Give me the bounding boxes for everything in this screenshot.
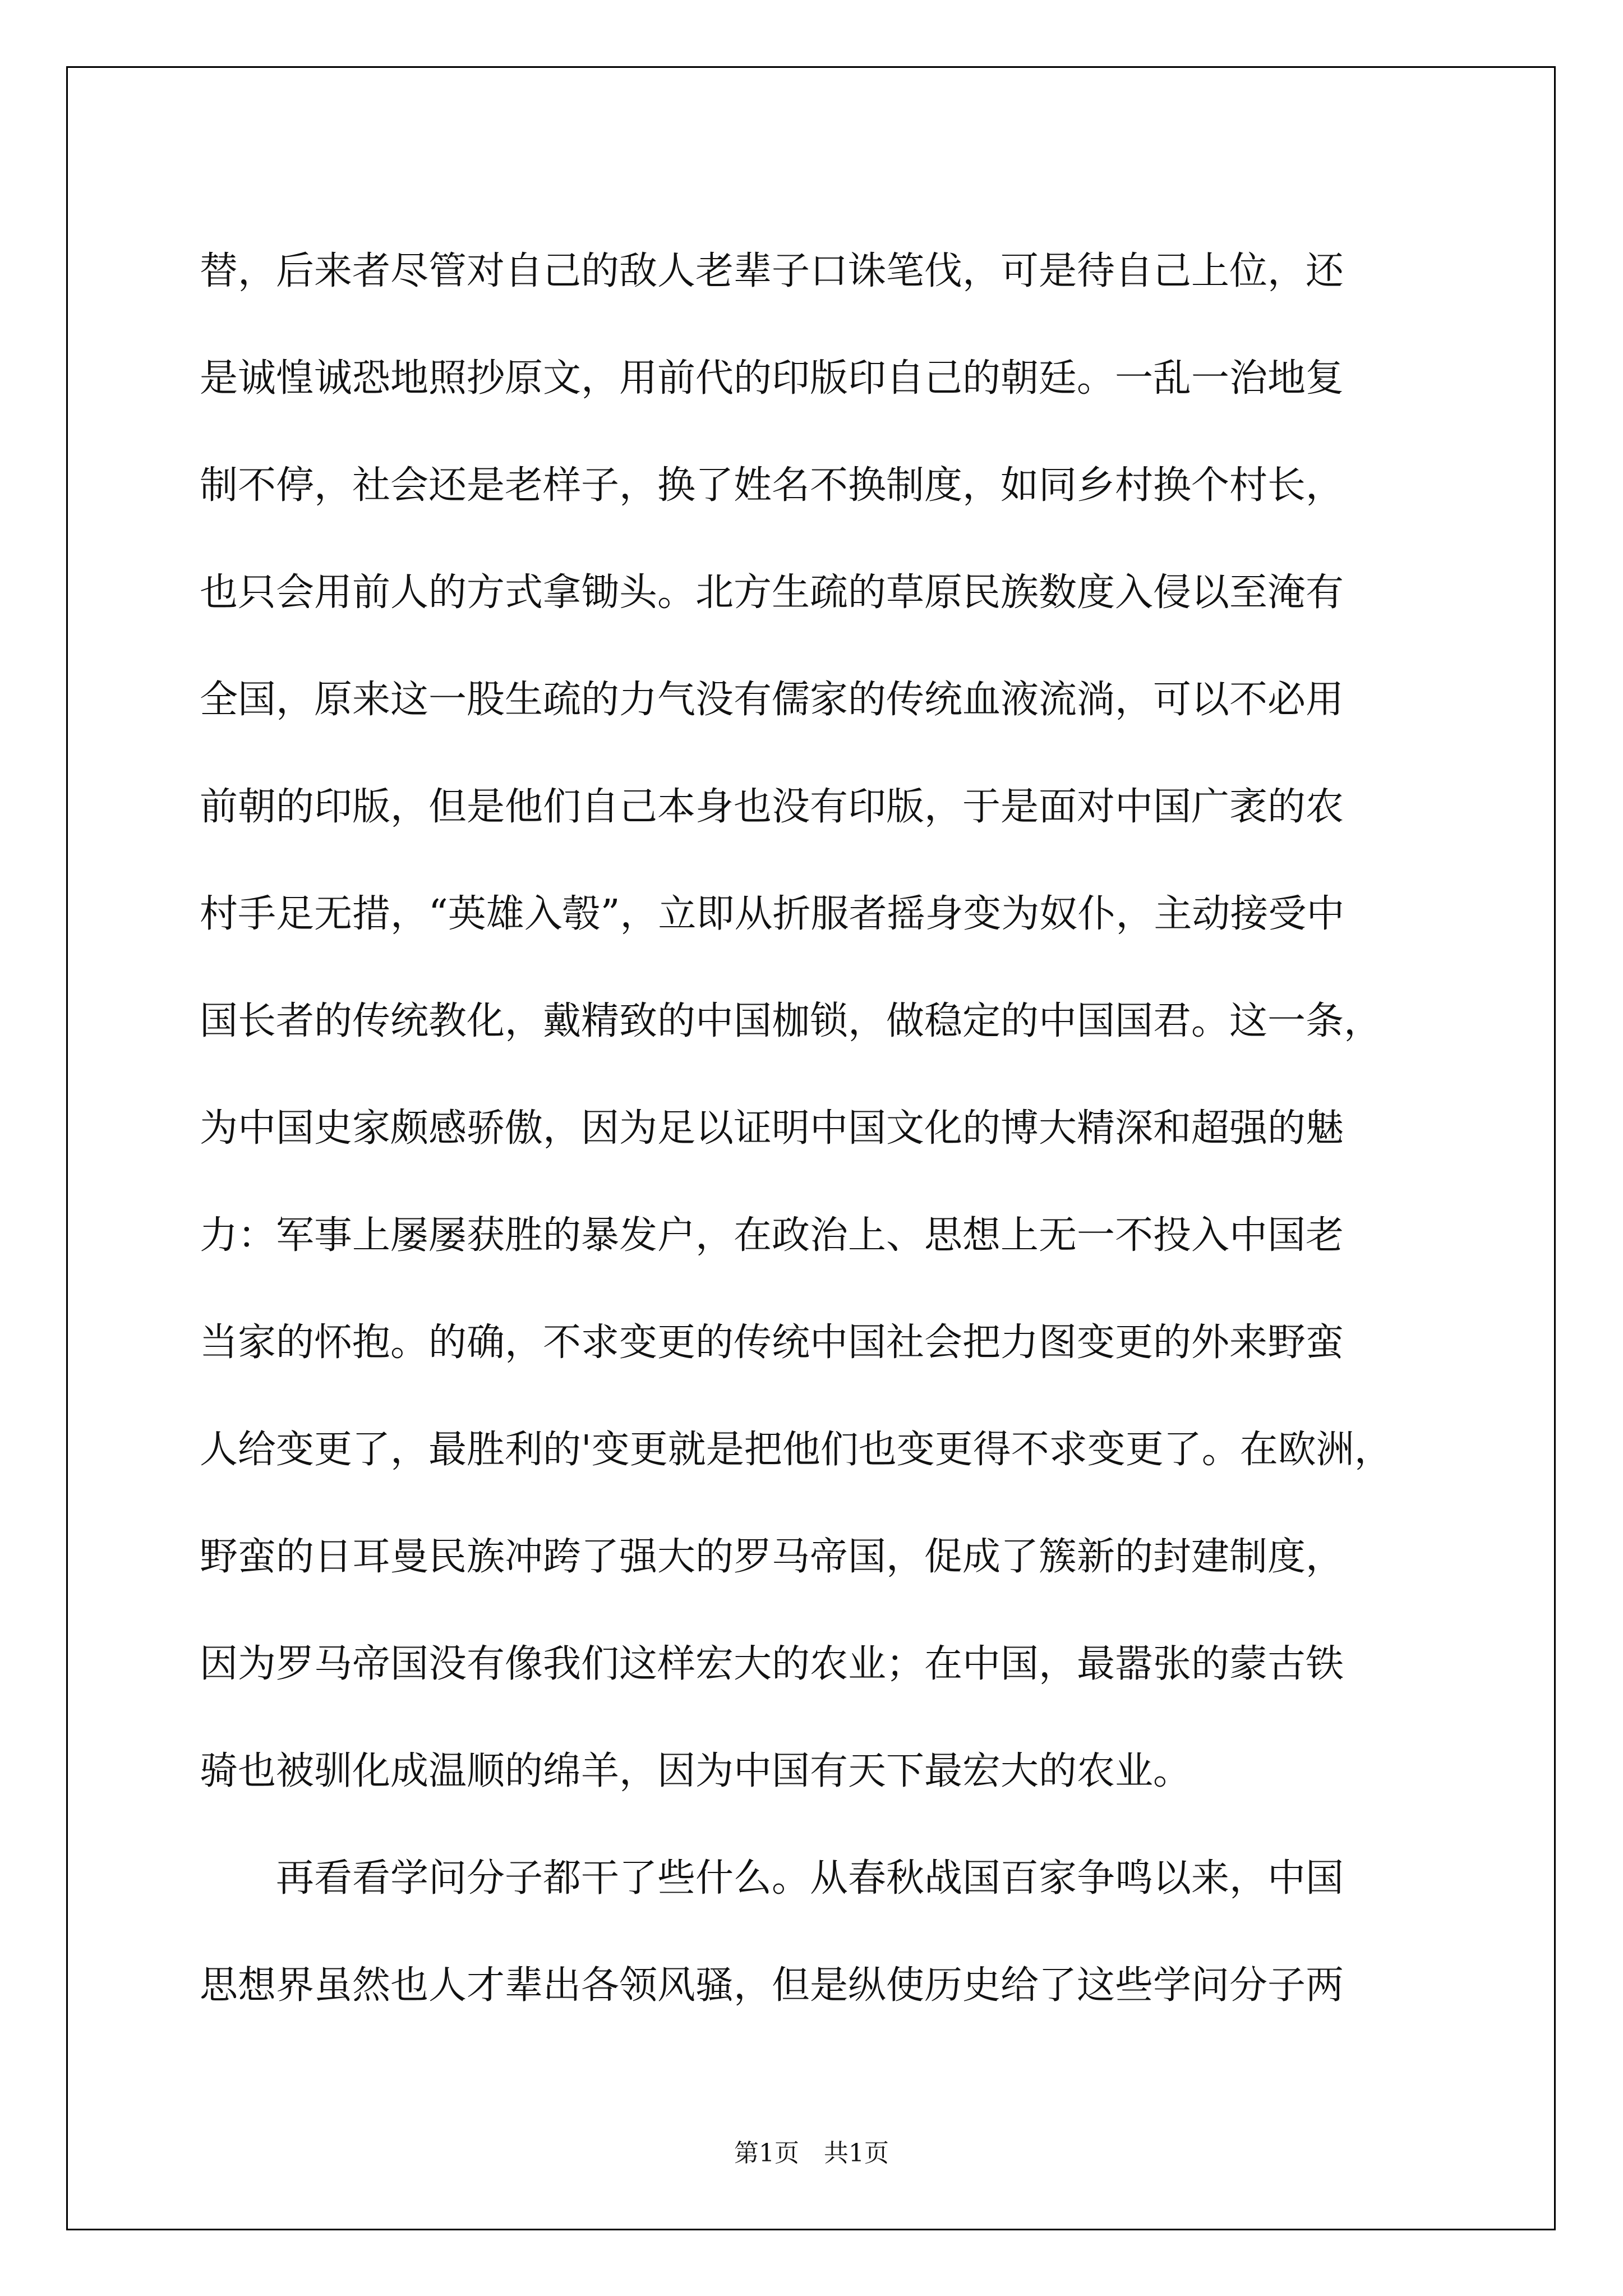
text-line: 野蛮的日耳曼民族冲跨了强大的罗马帝国，促成了簇新的封建制度， — [200, 1535, 1344, 1579]
text-line: 替，后来者尽管对自己的敌人老辈子口诛笔伐，可是待自己上位，还 — [200, 249, 1344, 293]
text-line: 也只会用前人的方式拿锄头。北方生疏的草原民族数度入侵以至淹有 — [200, 570, 1344, 615]
text-line: 力：军事上屡屡获胜的暴发户，在政治上、思想上无一不投入中国老 — [200, 1213, 1344, 1258]
text-line: 当家的怀抱。的确，不求变更的传统中国社会把力图变更的外来野蛮 — [200, 1320, 1344, 1365]
text-line: 前朝的印版，但是他们自己本身也没有印版，于是面对中国广袤的农 — [200, 785, 1344, 829]
text-line: 思想界虽然也人才辈出各领风骚，但是纵使历史给了这些学问分子两 — [200, 1963, 1344, 2008]
text-line: 是诚惶诚恐地照抄原文，用前代的印版印自己的朝廷。一乱一治地复 — [200, 356, 1344, 401]
text-line: 因为罗马帝国没有像我们这样宏大的农业；在中国，最嚣张的蒙古铁 — [200, 1642, 1344, 1686]
paragraph-2 — [200, 1825, 1422, 2039]
document-body — [200, 218, 1422, 2039]
text-line: 村手足无措，“英雄入彀”，立即从折服者摇身变为奴仆，主动接受中 — [200, 892, 1345, 936]
page-footer: 第1页 共1页 — [734, 2139, 889, 2168]
paragraph-1 — [200, 218, 1422, 1825]
text-line: 骑也被驯化成温顺的绵羊，因为中国有天下最宏大的农业。 — [200, 1749, 1192, 1793]
text-line-indented: 再看看学问分子都干了些什么。从春秋战国百家争鸣以来，中国 — [276, 1856, 1344, 1901]
text-line: 人给变更了，最胜利的'变更就是把他们也变更得不求变更了。在欧洲， — [200, 1428, 1393, 1472]
text-line: 全国，原来这一股生疏的力气没有儒家的传统血液流淌，可以不必用 — [200, 678, 1344, 722]
text-line: 国长者的传统教化，戴精致的中国枷锁，做稳定的中国国君。这一条， — [200, 999, 1382, 1043]
text-line: 制不停，社会还是老样子，换了姓名不换制度，如同乡村换个村长， — [200, 463, 1344, 508]
text-line: 为中国史家颇感骄傲，因为足以证明中国文化的博大精深和超强的魅 — [200, 1106, 1344, 1151]
